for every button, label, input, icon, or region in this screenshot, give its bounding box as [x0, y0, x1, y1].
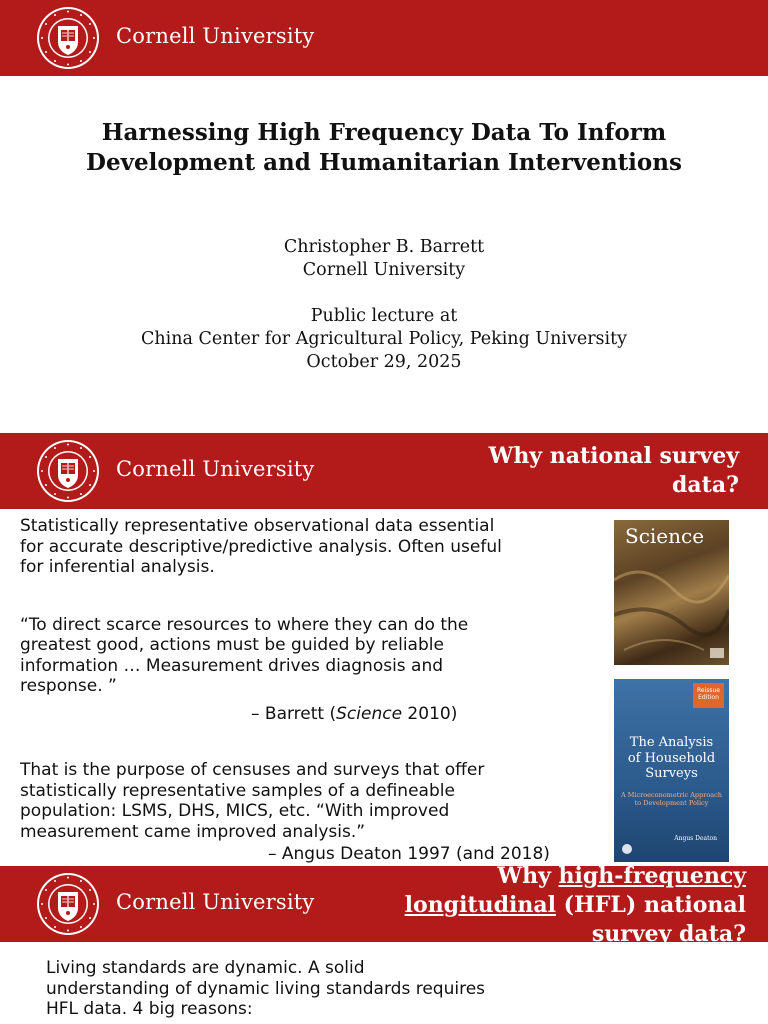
- cornell-seal-icon: [36, 872, 100, 936]
- paragraph: [20, 760, 590, 842]
- author-name: Christopher B. Barrett: [283, 237, 485, 257]
- brand-name: Cornell University: [116, 457, 315, 481]
- badge-text: Reissue: [696, 687, 720, 694]
- header-banner: [0, 0, 768, 76]
- text-line: “To direct scarce resources to where they can do the: [20, 614, 469, 635]
- book-author: Angus Deaton: [674, 835, 717, 842]
- presentation-meta: [0, 236, 768, 374]
- slide-title-line: Why national survey: [488, 443, 739, 469]
- book-subtitle: [614, 791, 729, 807]
- event-date: October 29, 2025: [306, 352, 462, 372]
- text-line: population: LSMS, DHS, MICS, etc. “With improved: [20, 801, 450, 821]
- text-line: greatest good, actions must be guided by reliable: [20, 635, 444, 655]
- slide-title: [0, 0, 768, 432]
- text-line: HFL data. 4 big reasons:: [46, 999, 253, 1019]
- slide-body: [20, 516, 590, 865]
- brand-name: Cornell University: [116, 24, 315, 48]
- title-text-underlined: high-frequency: [558, 866, 746, 889]
- brand-name: Cornell University: [116, 890, 315, 914]
- text-line: statistically representative samples of a defineable: [20, 780, 455, 801]
- slide-title: [489, 442, 739, 500]
- text-line: Living standards are dynamic. A solid: [46, 958, 365, 978]
- title-text-underlined: longitudinal: [404, 892, 556, 918]
- paragraph: [20, 516, 590, 578]
- quote: [20, 615, 590, 697]
- slide-body: [46, 958, 586, 1020]
- deaton-book-cover-image: [614, 679, 729, 862]
- book-title-line: Surveys: [645, 766, 698, 781]
- header-banner: [0, 433, 768, 509]
- publisher-logo-icon: [622, 844, 632, 854]
- journal-name: Science: [336, 703, 403, 724]
- attribution-text: 2010): [402, 703, 458, 724]
- author-affiliation: Cornell University: [302, 260, 466, 280]
- text-line: information … Measurement drives diagnosis and: [20, 655, 444, 676]
- slide-title: [405, 866, 746, 949]
- title-text: Why: [497, 866, 559, 889]
- slide-title-line: [405, 866, 746, 891]
- slide-why-hfl: [0, 866, 768, 1024]
- text-line: That is the purpose of censuses and surveys that offer: [20, 760, 485, 780]
- text-line: for inferential analysis.: [20, 557, 215, 577]
- slide-title-line: data?: [672, 472, 739, 498]
- attribution-text: – Angus Deaton 1997 (and 2018): [268, 844, 550, 864]
- event-line: Public lecture at: [310, 306, 458, 326]
- text-line: for accurate descriptive/predictive analysis. Often useful: [20, 536, 502, 557]
- book-subtitle-line: A Microeconometric Approach: [621, 791, 722, 799]
- text-line: response. ”: [20, 676, 117, 696]
- title-line: Development and Humanitarian Interventions: [86, 149, 682, 176]
- science-cover-image: [614, 520, 729, 665]
- event-venue: China Center for Agricultural Policy, Peking University: [140, 329, 628, 349]
- science-masthead: Science: [625, 524, 705, 548]
- text-line: Statistically representative observational data essential: [20, 516, 495, 536]
- quote-attribution: [20, 704, 590, 725]
- text-line: measurement came improved analysis.”: [20, 821, 366, 842]
- reissue-badge: [693, 683, 724, 708]
- text-line: understanding of dynamic living standards requires: [46, 978, 486, 999]
- quote-attribution: [20, 844, 590, 865]
- title-line: Harnessing High Frequency Data To Inform: [101, 119, 667, 146]
- badge-text: Edition: [698, 694, 719, 701]
- slide-title-line: survey data?: [591, 921, 746, 947]
- presentation-title: [0, 118, 768, 178]
- book-title-line: The Analysis: [629, 735, 714, 750]
- attribution-text: – Barrett (: [251, 703, 337, 724]
- book-subtitle-line: to Development Policy: [634, 799, 709, 807]
- book-title: [614, 735, 729, 782]
- slide-title-line: [405, 891, 746, 920]
- cornell-seal-icon: [36, 439, 100, 503]
- header-banner: [0, 866, 768, 947]
- cornell-seal-icon: [36, 6, 100, 70]
- title-text: (HFL) national: [555, 892, 746, 918]
- book-title-line: of Household: [627, 750, 716, 766]
